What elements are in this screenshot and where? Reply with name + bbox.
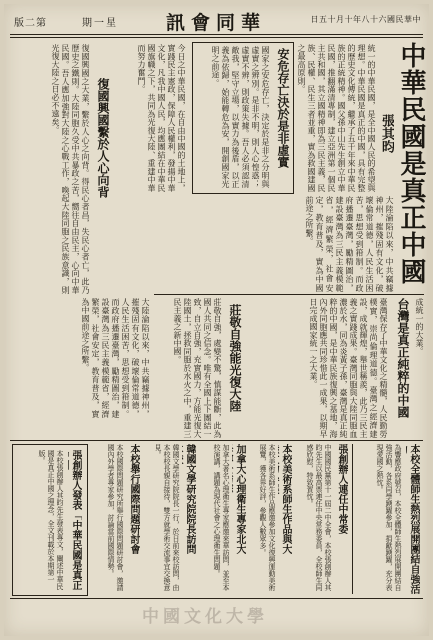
newspaper-title: 訊會同華 (166, 12, 267, 34)
main-headline: 中華民國是真正中國 (396, 42, 426, 285)
footer-rule (10, 598, 423, 599)
main-body-part1: 統一的中華民國，是全中國人民的希望與理想。中華民國是真正的中國，具有完整的歷史文化傳統，繼承了五千年來中華民族的正統精神。國父孫中山先生創立中華民國，推翻滿清專制，建立亞洲第一個民主共和國，其立國精神即為三民主義，民族、民權、民生三者並重，實為救國建國之最高原則。 (297, 44, 376, 192)
news-2-title: 張創辦人連任中常委 (336, 444, 347, 534)
safety-article-body: 國家之安危存亡，決定於是非之分明與虛實之辨別。是非不明，則人心惶惑；虛實不辨，則政策失據。吾人必須認清敵我，堅守立場，以實力為後盾，以正義為依歸，始能轉危為安，開創國家光明之前途。 (211, 46, 270, 188)
news-6-title: 本校舉行國際問題研討會 (128, 444, 139, 554)
main-author: 張其昀 (379, 114, 394, 153)
right-article-title: 台灣是真正純粹的中國 (396, 298, 410, 418)
page-number: 版二第 (14, 18, 47, 29)
news-1-body: 為響應政府號召，本校全體師生熱烈展開團結自強活動，各系同學踴躍參加，捐獻踴躍，充分表現愛國之熱忱。 (376, 444, 402, 591)
news-8-body: 本校張創辦人其昀先生發表專文，闡述中華民國是真正中國之理念，全文刊載於本期第一版。 (38, 450, 64, 590)
publication-date: 日五十月十年八十六國民華中 (310, 15, 421, 24)
news-6-body: 本校國際問題研究所舉行國際問題研討會，邀請國內外學者專家參加，討論當前國際情勢。 (107, 444, 124, 591)
news-1-title: 本校全體師生熱烈展開團結自強活 (408, 444, 419, 594)
main-body-part3: 今日之中華民國，在自由中國的土地上，實踐民主憲政，保障人民權利，發揚中華文化，凡我中國人民，均應團結在中華民國旗幟之下，共同為光復大陸、重建中華而努力奮鬥。 (137, 44, 186, 192)
news-5-title: 韓國文學研究院院長訪問 (184, 444, 195, 554)
main-body-continued: 大陸淪陷以來，中共竊據神州，摧殘固有文化，破壞倫常道德，人民生活困苦，思想受到箝制。而政府播遷臺灣，勵精圖治，建設臺灣為三民主義模範省，經濟繁榮，社會安定，教育普及，實為中國前途之所繫。 (81, 298, 150, 418)
recovery-article-title: 復國興國繫於人心向背 (96, 78, 110, 198)
news-3-title: 本校美術系師生作品與大 (280, 444, 291, 554)
masthead-rule (10, 34, 423, 35)
news-5-body: 韓國文學研究院院長一行，於日前來校訪問，由本校校長親自接待，雙方就學術交流事宜交換意見。 (154, 444, 180, 591)
strength-article-title: 莊敬自強能光復大陸 (228, 304, 242, 412)
issue-weekday: 期一星 (82, 18, 118, 29)
main-body-part2: 大陸淪陷以來，中共竊據神州，摧殘固有文化，破壞倫常道德，人民生活困苦，思想受到箝制。而政府播遷臺灣，勵精圖治，建設臺灣為三民主義模範省，經濟繁榮，社會安定，教育普及，實為中國前途之所繫。 (305, 196, 394, 292)
news-4-title: 加拿大心理衛生專家北大 (234, 444, 245, 554)
newspaper-page (4, 4, 429, 636)
safety-article-title: 安危存亡決於是非虛實 (276, 48, 290, 168)
section-divider (154, 294, 424, 295)
right-article-prefix: 成統一的大業。 (415, 298, 424, 356)
masthead (4, 4, 429, 38)
strength-article-body: 莊敬自強，處變不驚，慎謀能斷，此為國人共同之信念。唯有全國上下團結一致，自立自強，充實國力，方能光復大陸國土，拯救同胞於水火之中，重建三民主義之新中國。 (173, 298, 222, 438)
bottom-section-divider (10, 440, 423, 441)
news-8-title: 張創辦人發表「中華民國是真正 (70, 450, 81, 590)
news-3-body: 本校美術系師生作品應邀參加文化復興運動美術展覽，獲各界好評，參觀人數眾多。 (259, 444, 276, 591)
archive-watermark: 中國文化大學 (142, 607, 268, 627)
recovery-article-body: 復國興國之大業，繫於人心之向背。得民心者昌，失民心者亡，此乃歷史之鐵則。大陸同胞久受中共暴政之苦，嚮往自由民主，心向中華民國。吾人應加強對大陸之心戰工作，喚起大陸同胞之民族意識，則光復大陸之日必不遠矣。 (51, 44, 90, 294)
right-article-body: 臺灣保存了中華文化之精髓，人民勤勞樸實，崇尚倫理道德。臺灣之經濟建設，成就輝煌，舉世稱羨，此乃三民主義之實踐成果。臺灣同胞與大陸同胞血濃於水，同為炎黃子孫，臺灣是真正純粹的中國，是中華民族復興之基地，海內外同胞應共同珍惜此一成果，以期早日完成國家統一之大業。 (309, 298, 388, 438)
news-2-body: 中國國民黨第十一屆二中全會，本校張創辦人其昀先生以最高票連任中央常務委員，全校師生同感欣慰，特致賀忱。 (306, 444, 332, 591)
column-divider (352, 444, 353, 594)
news-4-body: 加拿大著名心理衛生專家應邀來華訪問，並至本校演講，講題為現代社會之心理衛生問題。 (213, 444, 230, 591)
masthead-rule-thin (10, 37, 423, 38)
